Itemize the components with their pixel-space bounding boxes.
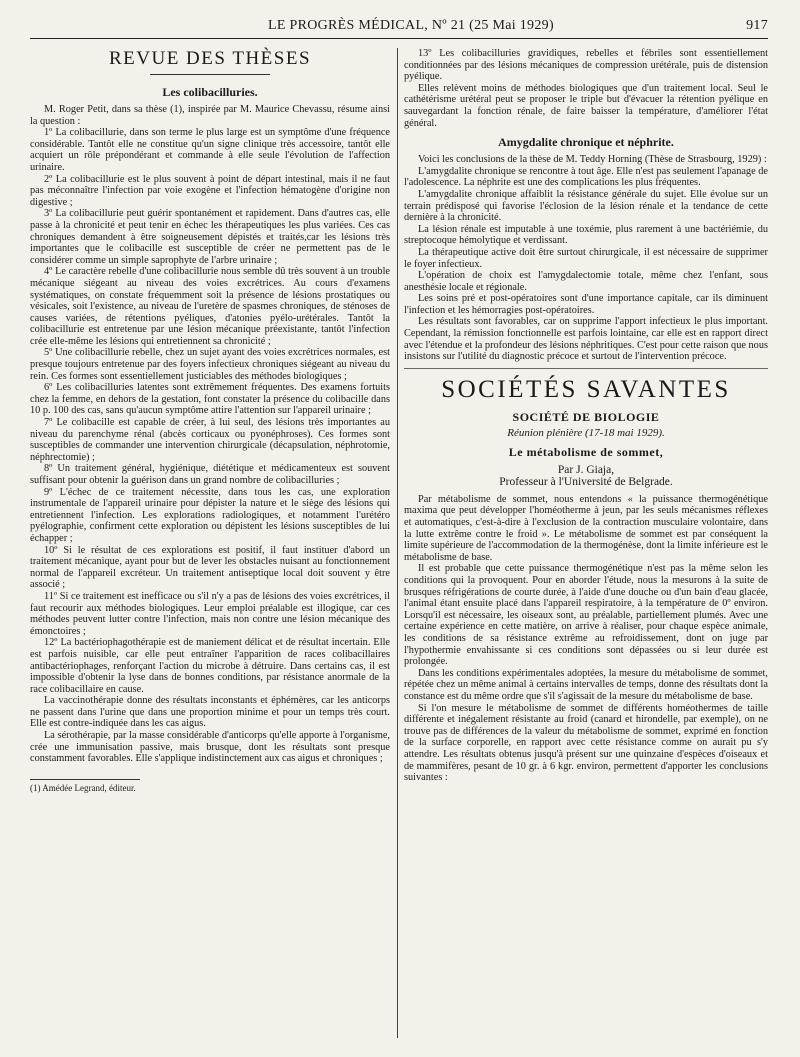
paragraph: La sérothérapie, par la masse considérable d'anticorps qu'elle apporte à l'organisme, crée une immunisation passive, mais brusque, dont les résultats sont presque constamment favorables. Elle s'applique indistinctement aux cas aigus et chroniques ; (30, 730, 390, 765)
paragraph: Il est probable que cette puissance thermogénétique n'est pas la même selon les conditions qui la provoquent. Pour en aborder l'étude, nous la mesurons à la suite de brusques réfrigérations de courte durée, à l'aide d'une douche ou d'un bain d'eau glacée, l'animal étant ensuite placé dans l'appareil respiratoire, à la température de 0º environ. Lorsqu'il est nécessaire, les oiseaux sont, au préalable, partiellement plumés. Avec une certaine expérience en cette matière, on arrive à réaliser, pour chaque espèce animale, les conditions de sa résistance extrême au refroidissement, dont on juge par l'hypothermie envahissante si ces conditions sont dépassées ou si leur durée est prolongée. (404, 563, 768, 668)
paragraph: La vaccinothérapie donne des résultats inconstants et éphémères, car les anticorps ne passent dans l'urine que dans une proportion minime et pour un temps très court. Elle est contre-indiquée dans les cas aigus. (30, 695, 390, 730)
journal-title: LE PROGRÈS MÉDICAL, Nº 21 (25 Mai 1929) (268, 18, 554, 33)
footnote: (1) Amédée Legrand, éditeur. (30, 782, 136, 793)
paragraph: Par métabolisme de sommet, nous entendons « la puissance thermogénétique maxima que peut développer l'homéotherme à jeun, par les seuls mécanismes réflexes et automatiques, c'est-à-dire à l'exclusion de la contraction musculaire volontaire, dans la lutte extrême contre le froid ». Le métabolisme de sommet est par conséquent la limite supérieure de l'accommodation de la thermogénèse, dont la limite inférieure est le métabolisme de base. (404, 493, 768, 563)
meeting-line: Réunion plénière (17-18 mai 1929). (507, 426, 665, 439)
section-separator (404, 368, 768, 370)
paragraph: 9º L'échec de ce traitement nécessite, dans tous les cas, une exploration instrumentale de l'appareil urinaire pour dépister la nature et le siège des lésions qui entretiennent l'infection. Les explorations radiologiques, et notamment l'urétéro pyélographie, confirment cette exploration ou dépistent les lésions susceptibles de lui échapper ; (30, 486, 390, 544)
paragraph: L'amygdalite chronique affaiblit la résistance générale du sujet. Elle évolue sur un terrain prédisposé qui favorise l'éclosion de la lésion rénale et la tendance de cette dernière à la chronicité. (404, 188, 768, 224)
paragraph: La lésion rénale est imputable à une toxémie, plus rarement à une bactériémie, du streptocoque hémolytique et verdissant. (404, 223, 768, 247)
paragraph: 12º La bactériophagothérapie est de maniement délicat et de résultat incertain. Elle est parfois nuisible, car elle peut entraîner l'apparition de races colibacillaires antibactériophages, renforçant l'action du microbe à détruire. Dans certains cas, il est impossible d'obtenir la lyse dans de bonnes conditions, par résistance anormale de la race colibacillaire en cause. (30, 637, 390, 695)
footnote-rule (30, 779, 140, 780)
paragraph: 13º Les colibacilluries gravidiques, rebelles et fébriles sont essentiellement conditionnées par des lésions mécaniques de compression urétérale, puis de distension pyélique. (404, 48, 768, 83)
section-title-revue: REVUE DES THÈSES (108, 48, 312, 69)
paragraph: La thérapeutique active doit être surtout chirurgicale, il est nécessaire de supprimer le foyer infectieux. (404, 246, 768, 270)
paragraph: 11º Si ce traitement est inefficace ou s'il n'y a pas de lésions des voies excrétrices, il faut recourir aux méthodes biologiques. Leur emploi préalable est illogique, car ces méthodes peuvent lutter contre l'infection, mais non contre une lésion mécanique des émonctoires ; (30, 590, 390, 637)
article-title-metabolisme: Le métabolisme de sommet, (508, 444, 664, 459)
paragraph: 6º Les colibacilluries latentes sont extrêmement fréquentes. Des examens fortuits chez la femme, en dehors de la gestation, font constater la présence du colibacille dans 10 p. 100 des cas, sans qu'aucun symptôme attire l'attention sur l'appareil urinaire ; (30, 382, 390, 417)
affiliation-line: Professeur à l'Université de Belgrade. (499, 475, 673, 488)
running-header (30, 16, 768, 39)
article-title-colibacilluries: Les colibacilluries. (162, 85, 258, 99)
paragraph: Les résultats sont favorables, car on supprime l'apport infectieux le plus important. Cependant, la rémission fonctionnelle est parfois lointaine, car elle est en rapport direct avec l'étendue et la profondeur des lésions néphritiques. C'est pour cette raison que nous insistons sur l'utilité du diagnostic précoce et surtout de l'intervention précoce. (404, 316, 768, 363)
left-column (30, 48, 390, 1039)
column-divider (397, 48, 398, 1038)
paragraph: Si l'on mesure le métabolisme de sommet de différents homéothermes de taille différente et inégalement résistante au froid (canard et hirondelle, par exemple), on ne trouve pas de différences de la valeur du métabolisme de sommet, exprimé en fonction de la surface corporelle, en rapport avec cette résistance comme on aurait pu s'y attendre. Les résultats obtenus jusqu'à présent sur une quinzaine d'espèces d'oiseaux et de mammifères, pesant de 10 gr. à 6 kgr. environ, permettent d'apporter les conclusions suivantes : (404, 702, 768, 784)
section-rule (150, 74, 270, 75)
paragraph: 3º La colibacillurie peut guérir spontanément et rapidement. Dans d'autres cas, elle passe à la chronicité et peut tenir en échec les thérapeutiques les plus variées. Ces cas chroniques demandent à être soigneusement dépistés et traités,car les lésions très importantes que le colibacille est susceptible de créer ne permettent pas de le considérer comme un simple saprophyte de l'arbre urinaire ; (30, 208, 390, 266)
paragraph: 4º Le caractère rebelle d'une colibacillurie nous semble dû très souvent à un trouble mécanique siégeant au niveau des voies excrétrices. Au cours d'examens systématiques, on constate fréquemment soit la présence de lésions prostatiques ou vésicales, soit l'existence, au niveau de l'uretère de spasmes chroniques, de sténoses de causes variées, de rétentions pyéliques, d'atonies pyélo-urétérales. Tantôt la colibacillurie est entretenue par une lésion mécanique préexistante, tantôt l'infection crée elle-même les lésions qui entretiennent sa chronicité ; (30, 266, 390, 347)
paragraph: Elles relèvent moins de méthodes biologiques que d'un traitement local. Seul le cathétérisme urétéral peut se proposer le triple but d'évacuer la rétention pyélique en sauvegardant la fonction rénale, de faire baisser la température, d'améliorer l'état général. (404, 82, 768, 129)
paragraph: 1º La colibacillurie, dans son terme le plus large est un symptôme d'une fréquence considérable. Tantôt elle ne constitue qu'un signe clinique très accessoire, tantôt elle acquiert un rôle prépondérant et commande à elle seule l'évolution de l'affection urinaire. (30, 127, 390, 173)
society-name: SOCIÉTÉ DE BIOLOGIE (512, 409, 660, 424)
paragraph: 8º Un traitement général, hygiénique, diététique et médicamenteux est souvent suffisant pour obtenir la guérison dans un grand nombre de colibacilluries ; (30, 463, 390, 486)
section-title-societes: SOCIÉTÉS SAVANTES (441, 375, 731, 403)
paragraph: L'opération de choix est l'amygdalectomie totale, même chez l'enfant, sous anesthésie locale et régionale. (404, 270, 768, 293)
author-line: Par J. Giaja, (557, 463, 615, 476)
paragraph: 5º Une colibacillurie rebelle, chez un sujet ayant des voies excrétrices normales, est presque toujours entretenue par des foyers infectieux chroniques siégeant au niveau du rein. Ces formes sont essentiellement justiciables des méthodes biologiques ; (30, 347, 390, 382)
paragraph: 10º Si le résultat de ces explorations est positif, il faut instituer d'abord un traitement mécanique, ayant pour but de lever les obstacles nuisant au fonctionnement normal de l'appareil excréteur. Un traitement antiseptique local doit souvent y être associé ; (30, 544, 390, 591)
paragraph: 2º La colibacillurie est le plus souvent à point de départ intestinal, mais il ne faut pas méconnaître l'infection par voie exogène et l'infection hématogène d'origine non digestive ; (30, 173, 390, 208)
paragraph: Les soins pré et post-opératoires sont d'une importance capitale, car ils diminuent l'infection et les hémorragies post-opératoires. (404, 293, 768, 316)
paragraph: Voici les conclusions de la thèse de M. Teddy Horning (Thèse de Strasbourg, 1929) : (418, 154, 767, 166)
paragraph: L'amygdalite chronique se rencontre à tout âge. Elle n'est pas seulement l'apanage de l'adolescence. La néphrite est une des complications les plus fréquentes. (404, 165, 768, 189)
right-column (404, 48, 768, 1039)
article-title-amygdalite: Amygdalite chronique et néphrite. (498, 135, 674, 150)
paragraph: Dans les conditions expérimentales adoptées, la mesure du métabolisme de sommet, répétée chez un même animal à certains intervalles de temps, donne des résultats dont la constance est du même ordre que s'il s'agissait de la mesure du métabolisme de base. (404, 667, 768, 702)
page-number: 917 (746, 18, 768, 33)
paragraph: 7º Le colibacille est capable de créer, à lui seul, des lésions très importantes au niveau du parenchyme rénal (abcès corticaux ou pyonéphroses). Ces formes sont susceptibles de commander une intervention chirurgicale (décapsulation, néphrotomie, néphrectomie) ; (30, 417, 390, 463)
paragraph: M. Roger Petit, dans sa thèse (1), inspirée par M. Maurice Chevassu, résume ainsi la question : (30, 104, 390, 127)
